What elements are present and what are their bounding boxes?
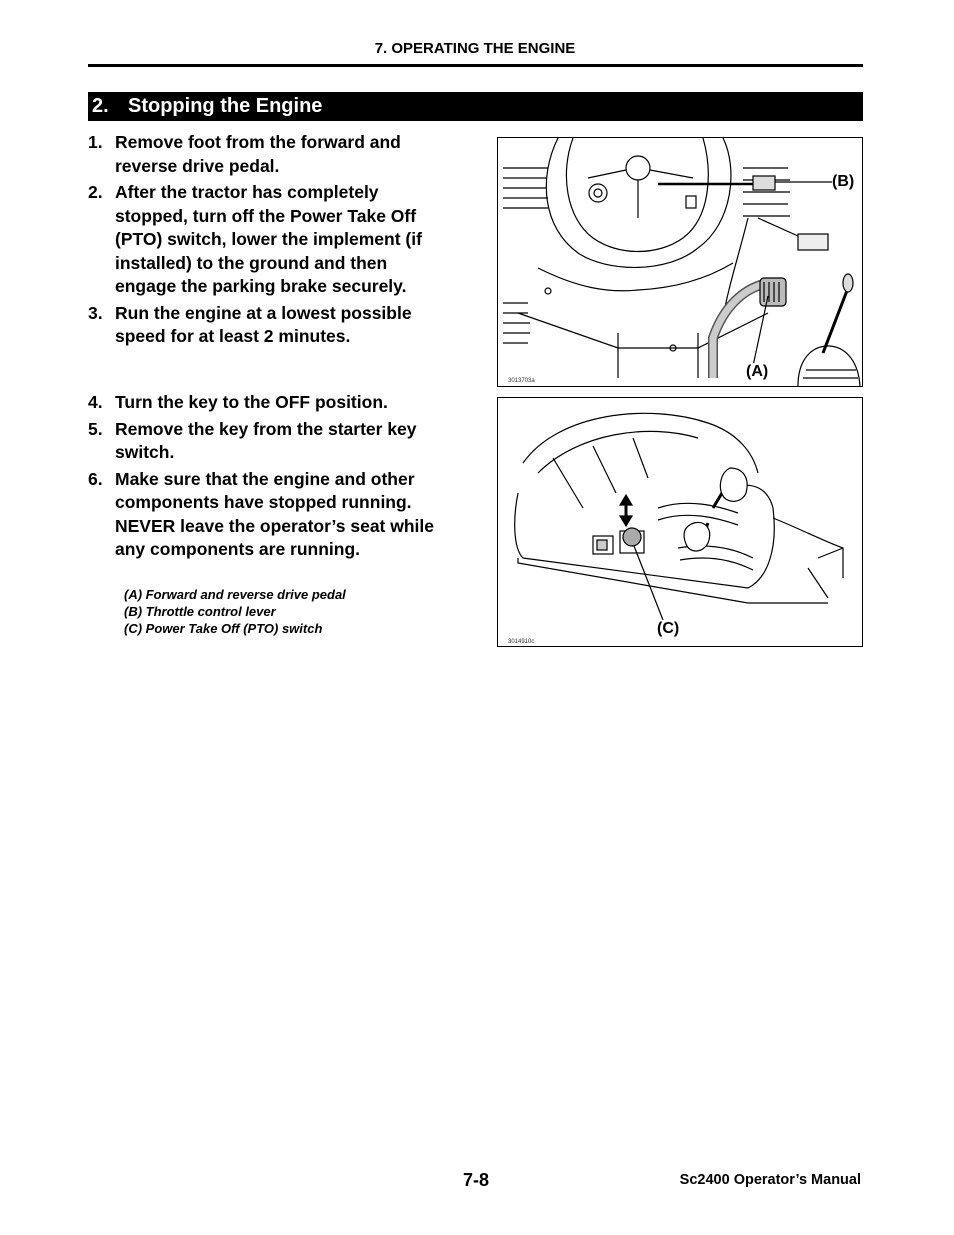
step-number: 1. <box>88 132 103 152</box>
page-number: 7-8 <box>462 1170 489 1190</box>
step-item <box>88 391 450 415</box>
callout-a: (A) <box>746 363 769 380</box>
figure-id: 3013703a <box>508 378 535 384</box>
step-item <box>88 418 450 465</box>
section-title: Stopping the Engine <box>128 95 323 117</box>
steps-list-part1 <box>88 131 450 352</box>
section-number: 2. <box>92 95 109 117</box>
header-rule <box>88 64 863 67</box>
step-number: 3. <box>88 302 103 323</box>
step-number: 5. <box>88 418 103 439</box>
step-number: 2. <box>88 182 103 202</box>
dashboard-pedal-illustration <box>498 138 862 386</box>
figure-pto-switch <box>497 397 863 647</box>
manual-title: Sc2400 Operator’s Manual <box>679 1172 861 1188</box>
section-heading <box>88 92 863 121</box>
step-text: After the tractor has completely stopped, turn off the Power Take Off (PTO) switch, lower the implement (if installed) to the ground and then engage the parking brake securely. <box>115 182 422 296</box>
step-text: Remove foot from the forward and reverse drive pedal. <box>115 132 401 176</box>
pto-switch-illustration <box>498 398 862 646</box>
step-number: 4. <box>88 392 103 412</box>
step-item <box>88 131 450 178</box>
step-item <box>88 181 450 299</box>
legend-item-b: (B) Throttle control lever <box>124 604 276 619</box>
legend-item-c: (C) Power Take Off (PTO) switch <box>124 621 323 636</box>
step-item <box>88 468 450 562</box>
step-text: Turn the key to the OFF position. <box>115 392 388 412</box>
step-text: Make sure that the engine and other components have stopped running. NEVER leave the operator’s seat while any components are running. <box>115 468 435 559</box>
chapter-header: 7. OPERATING THE ENGINE <box>374 40 576 57</box>
figure-id: 3014910c <box>508 639 535 645</box>
step-text: Run the engine at a lowest possible speed for at least 2 minutes. <box>115 302 412 346</box>
legend-item-a: (A) Forward and reverse drive pedal <box>124 587 346 602</box>
figure-dashboard-pedal <box>497 137 863 387</box>
figure-legend <box>124 586 346 637</box>
step-text: Remove the key from the starter key switch. <box>115 418 417 462</box>
step-number: 6. <box>88 468 103 489</box>
callout-b: (B) <box>832 173 855 190</box>
callout-c: (C) <box>657 620 680 637</box>
steps-list-part2 <box>88 391 450 565</box>
step-item <box>88 302 450 349</box>
